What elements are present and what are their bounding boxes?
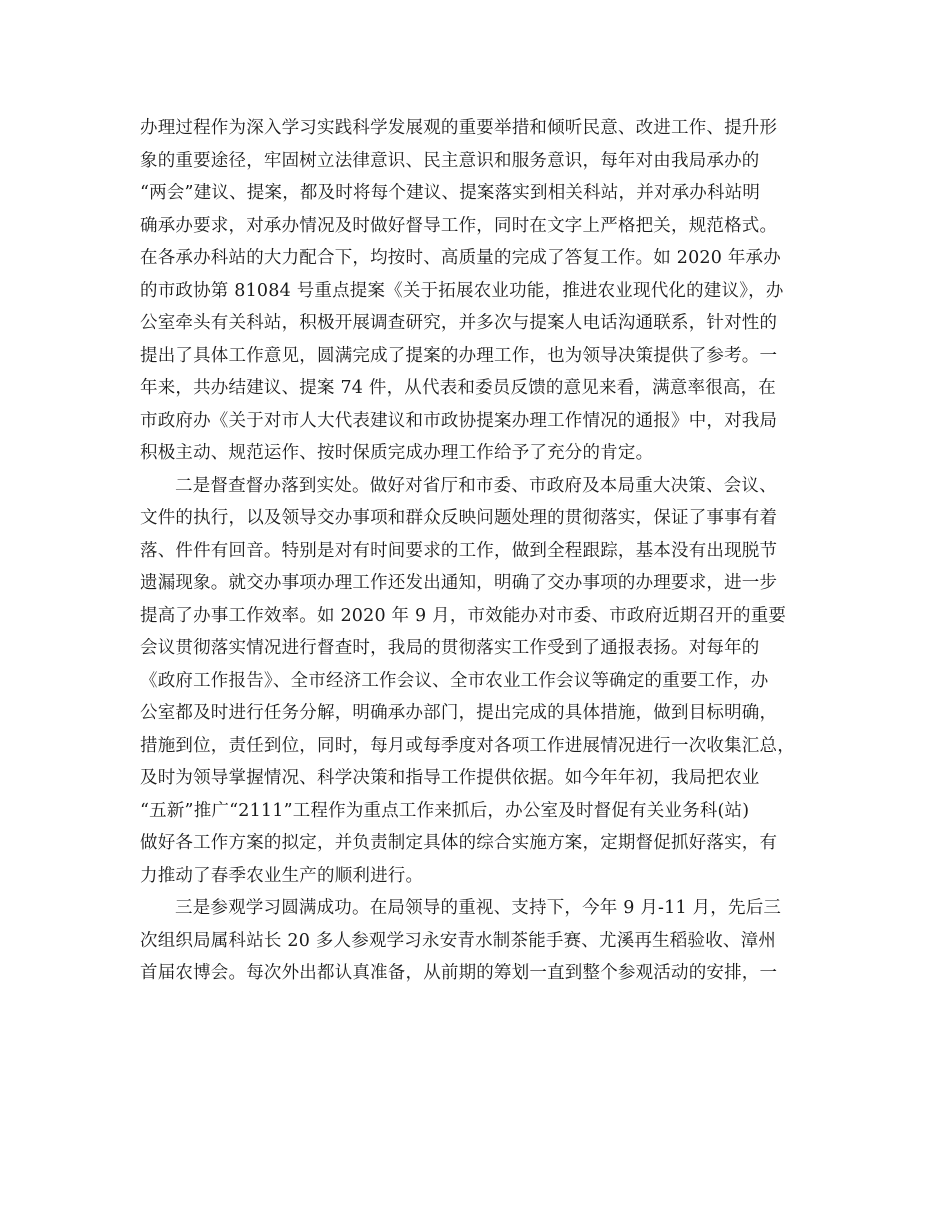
- text-line: 会议贯彻落实情况进行督查时，我局的贯彻落实工作受到了通报表扬。对每年的: [140, 638, 760, 658]
- text-line: 首届农博会。每次外出都认真准备，从前期的筹划一直到整个参观活动的安排，一: [140, 963, 778, 983]
- text-line: 遗漏现象。就交办事项办理工作还发出通知，明确了交办事项的办理要求，进一步: [140, 573, 778, 593]
- text-line: 文件的执行，以及领导交办事项和群众反映问题处理的贯彻落实，保证了事事有着: [140, 508, 778, 528]
- paragraph-2: [140, 470, 820, 893]
- text-line: 办理过程作为深入学习实践科学发展观的重要举措和倾听民意、改进工作、提升形: [140, 118, 778, 138]
- text-line: “五新”推广“2111”工程作为重点工作来抓后，办公室及时督促有关业务科(站): [140, 800, 750, 821]
- text-line: 做好各工作方案的拟定，并负责制定具体的综合实施方案，定期督促抓好落实，有: [140, 833, 778, 853]
- text-line: 在各承办科站的大力配合下，均按时、高质量的完成了答复工作。如 2020 年承办: [140, 248, 781, 268]
- text-line: 次组织局属科站长 20 多人参观学习永安青水制茶能手赛、尤溪再生稻验收、漳州: [140, 930, 776, 951]
- text-line: 积极主动、规范运作、按时保质完成办理工作给予了充分的肯定。: [140, 443, 654, 463]
- text-line: 落、件件有回音。特别是对有时间要求的工作，做到全程跟踪，基本没有出现脱节: [140, 540, 778, 561]
- text-line: 措施到位，责任到位，同时，每月或每季度对各项工作进展情况进行一次收集汇总，: [140, 735, 795, 756]
- text-line: 三是参观学习圆满成功。在局领导的重视、支持下，今年 9 月-11 月，先后三: [175, 898, 782, 918]
- text-line: 力推动了春季农业生产的顺利进行。: [140, 865, 424, 886]
- text-line: 提出了具体工作意见，圆满完成了提案的办理工作，也为领导决策提供了参考。一: [140, 345, 778, 366]
- text-line: 公室都及时进行任务分解，明确承办部门，提出完成的具体措施，做到目标明确，: [140, 703, 778, 723]
- paragraph-3: [140, 892, 820, 990]
- text-line: 及时为领导掌握情况、科学决策和指导工作提供依据。如今年年初，我局把农业: [140, 768, 760, 788]
- text-line: 公室牵头有关科站，积极开展调查研究，并多次与提案人电话沟通联系，针对性的: [140, 313, 778, 333]
- text-line: 象的重要途径，牢固树立法律意识、民主意识和服务意识，每年对由我局承办的: [140, 150, 760, 171]
- text-line: 确承办要求，对承办情况及时做好督导工作，同时在文字上严格把关，规范格式。: [140, 215, 778, 236]
- text-line: 市政府办《关于对市人大代表建议和市政协提案办理工作情况的通报》中，对我局: [140, 410, 778, 431]
- text-line: 年来，共办结建议、提案 74 件，从代表和委员反馈的意见来看，满意率很高，在: [140, 378, 776, 398]
- text-line: 的市政协第 81084 号重点提案《关于拓展农业功能，推进农业现代化的建议》，办: [140, 280, 784, 301]
- paragraph-1: [140, 112, 820, 470]
- document-body: [140, 112, 820, 990]
- text-line: 《政府工作报告》、全市经济工作会议、全市农业工作会议等确定的重要工作，办: [140, 670, 769, 691]
- text-line: “两会”建议、提案，都及时将每个建议、提案落实到相关科站，并对承办科站明: [140, 183, 761, 203]
- text-line: 二是督查督办落到实处。做好对省厅和市委、市政府及本局重大决策、会议、: [175, 475, 777, 496]
- text-line: 提高了办事工作效率。如 2020 年 9 月，市效能办对市委、市政府近期召开的重要: [140, 605, 787, 626]
